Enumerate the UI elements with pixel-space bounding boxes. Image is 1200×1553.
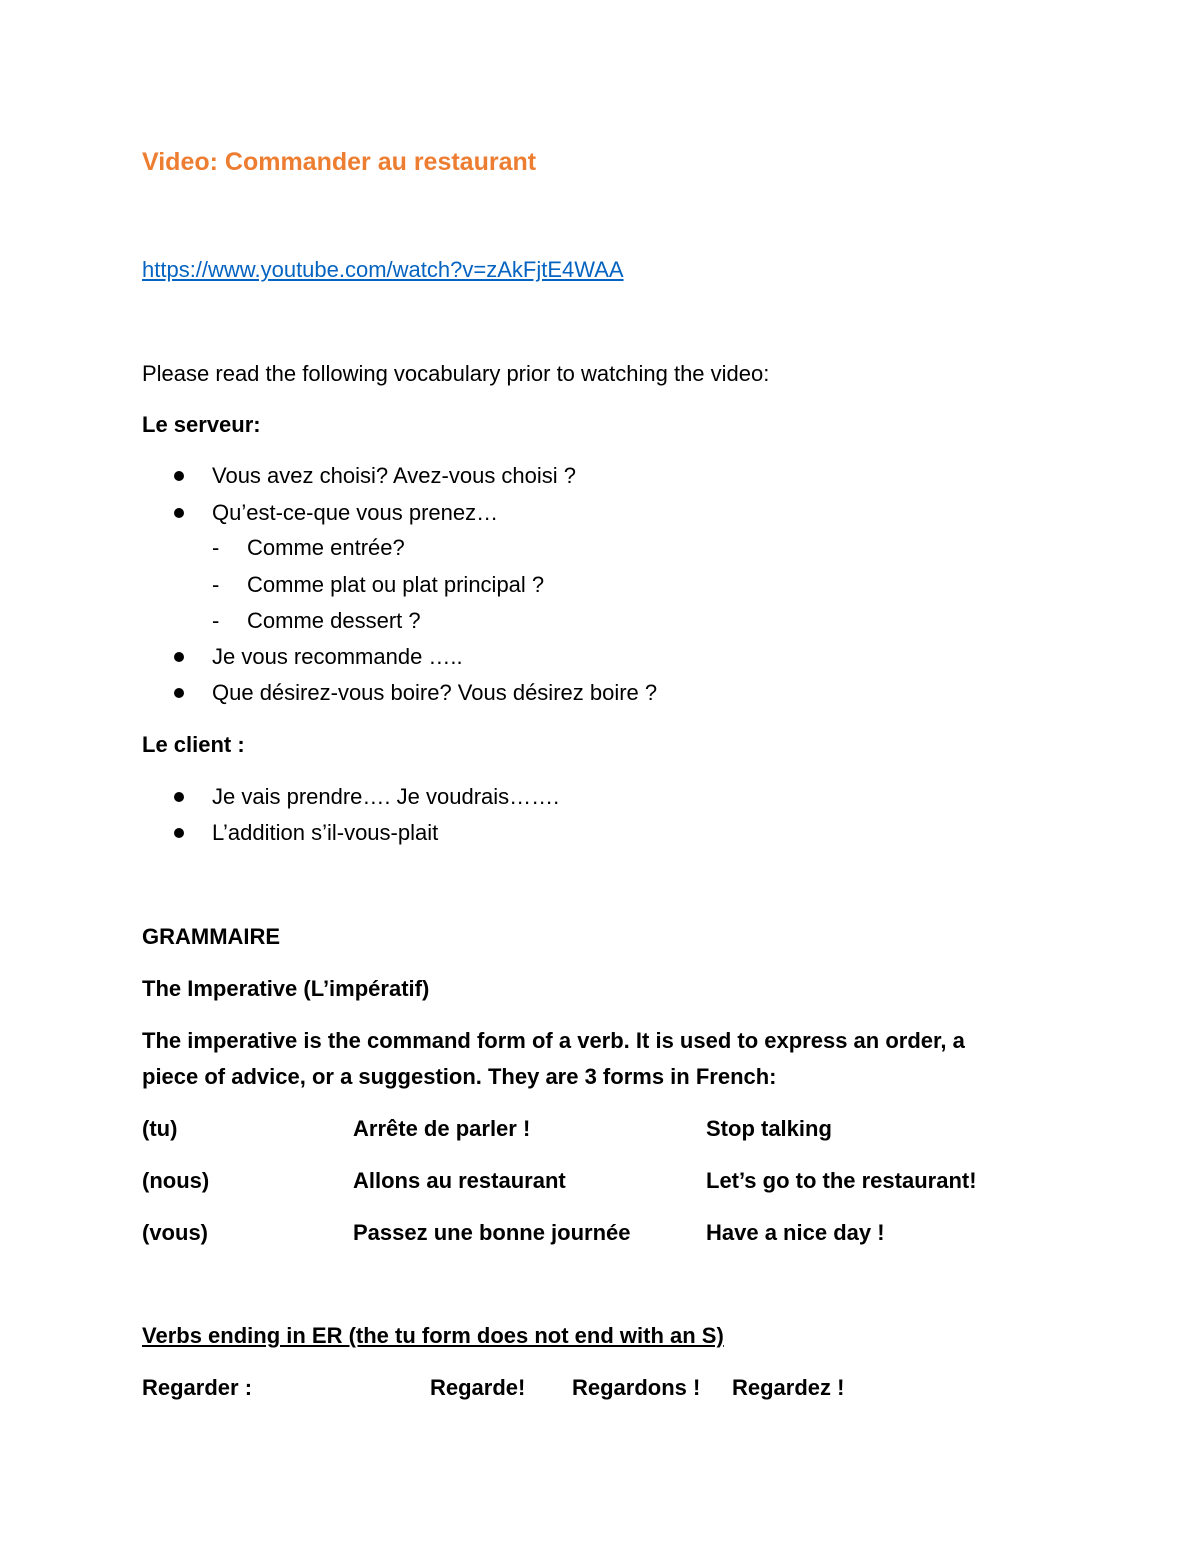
bullet-dot [174,652,184,662]
french-cell: Allons au restaurant [353,1168,566,1193]
serveur-bullet: Qu’est-ce-que vous prenez… [212,500,499,525]
bullet-dot [174,792,184,802]
document-title: Video: Commander au restaurant [142,148,537,176]
imperative-desc-line2: piece of advice, or a suggestion. They are 3 forms in French: [142,1064,777,1089]
video-link[interactable]: https://www.youtube.com/watch?v=zAkFjtE4WAA [142,257,624,282]
dash-marker: - [212,608,220,633]
english-cell: Have a nice day ! [706,1220,885,1245]
pronoun-cell: (vous) [142,1220,208,1245]
french-cell: Passez une bonne journée [353,1220,631,1245]
bullet-dot [174,508,184,518]
grammaire-heading: GRAMMAIRE [142,924,281,949]
client-heading: Le client : [142,732,245,757]
bullet-dot [174,828,184,838]
imperative-subheading: The Imperative (L’impératif) [142,976,430,1001]
serveur-heading: Le serveur: [142,412,261,437]
bullet-dot [174,471,184,481]
verb-form-nous: Regardons ! [572,1375,701,1400]
pronoun-cell: (nous) [142,1168,210,1193]
intro-text: Please read the following vocabulary prior to watching the video: [142,361,770,386]
dash-marker: - [212,572,220,597]
client-bullet: L’addition s’il-vous-plait [212,820,439,845]
serveur-bullet: Vous avez choisi? Avez-vous choisi ? [212,463,577,488]
serveur-sub-item: Comme dessert ? [247,608,421,633]
verb-form-tu: Regarde! [430,1375,526,1400]
english-cell: Stop talking [706,1116,832,1141]
bullet-dot [174,688,184,698]
pronoun-cell: (tu) [142,1116,178,1141]
serveur-bullet: Je vous recommande ….. [212,644,463,669]
serveur-sub-item: Comme plat ou plat principal ? [247,572,545,597]
dash-marker: - [212,535,220,560]
french-cell: Arrête de parler ! [353,1116,531,1141]
verb-form-vous: Regardez ! [732,1375,845,1400]
verb-infinitive: Regarder : [142,1375,253,1400]
imperative-desc-line1: The imperative is the command form of a verb. It is used to express an order, a [142,1028,965,1053]
verbs-er-heading: Verbs ending in ER (the tu form does not end with an S) [142,1323,724,1348]
serveur-sub-item: Comme entrée? [247,535,405,560]
serveur-bullet: Que désirez-vous boire? Vous désirez boire ? [212,680,658,705]
client-bullet: Je vais prendre…. Je voudrais……. [212,784,560,809]
english-cell: Let’s go to the restaurant! [706,1168,977,1193]
